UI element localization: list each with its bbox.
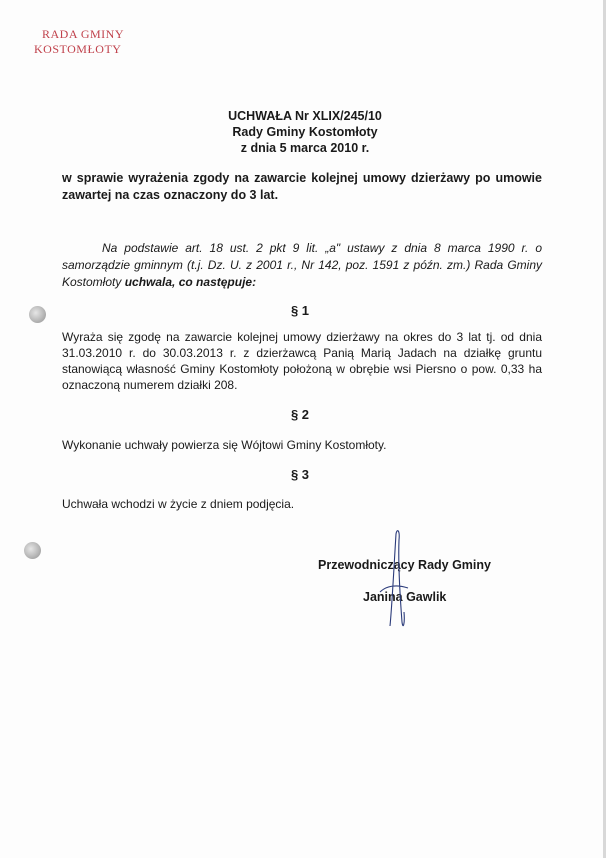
- section-1-title: § 1: [290, 303, 310, 318]
- stamp-line-2: KOSTOMŁOTY: [34, 42, 122, 56]
- council-stamp: [34, 27, 124, 57]
- legal-basis: [62, 240, 542, 291]
- section-1-text: Wyraża się zgodę na zawarcie kolejnej umowy dzierżawy na okres do 3 lat tj. od dnia 31.03.2010 r. do 30.03.2013 r. z dzierżawcą Panią Marią Jadach na działkę gruntu stanowiącą własność Gminy Kostomłoty położoną w obrębie wsi Piersno o pow. 0,33 ha oznaczoną numerem działki 208.: [62, 330, 542, 392]
- punch-hole-top: [29, 306, 46, 323]
- stamp-line-1: RADA GMINY: [42, 27, 125, 41]
- handwritten-signature: [370, 526, 420, 632]
- signatory-role: Przewodniczący Rady Gminy: [318, 558, 491, 572]
- section-2-text: Wykonanie uchwały powierza się Wójtowi Gminy Kostomłoty.: [62, 438, 387, 452]
- resolution-number: UCHWAŁA Nr XLIX/245/10: [228, 109, 382, 123]
- resolution-body: Rady Gminy Kostomłoty: [232, 125, 378, 139]
- section-2-title: § 2: [290, 407, 310, 422]
- punch-hole-bottom: [24, 542, 41, 559]
- legal-basis-text: Na podstawie art. 18 ust. 2 pkt 9 lit. „a" ustawy z dnia 8 marca 1990 r. o samorządzie gminnym (t.j. Dz. U. z 2001 r., Nr 142, poz. 1591 z późn. zm.) Rada Gminy Kostomłoty: [62, 241, 542, 289]
- section-3-text: Uchwała wchodzi w życie z dniem podjęcia.: [62, 497, 295, 511]
- signatory-name: Janina Gawlik: [363, 590, 447, 604]
- legal-basis-enactment: uchwala, co następuje:: [124, 275, 257, 289]
- resolution-subject: w sprawie wyrażenia zgody na zawarcie kolejnej umowy dzierżawy po umowie zawartej na czas oznaczony do 3 lat.: [62, 171, 542, 202]
- resolution-date: z dnia 5 marca 2010 r.: [240, 141, 370, 155]
- section-3-title: § 3: [290, 467, 310, 482]
